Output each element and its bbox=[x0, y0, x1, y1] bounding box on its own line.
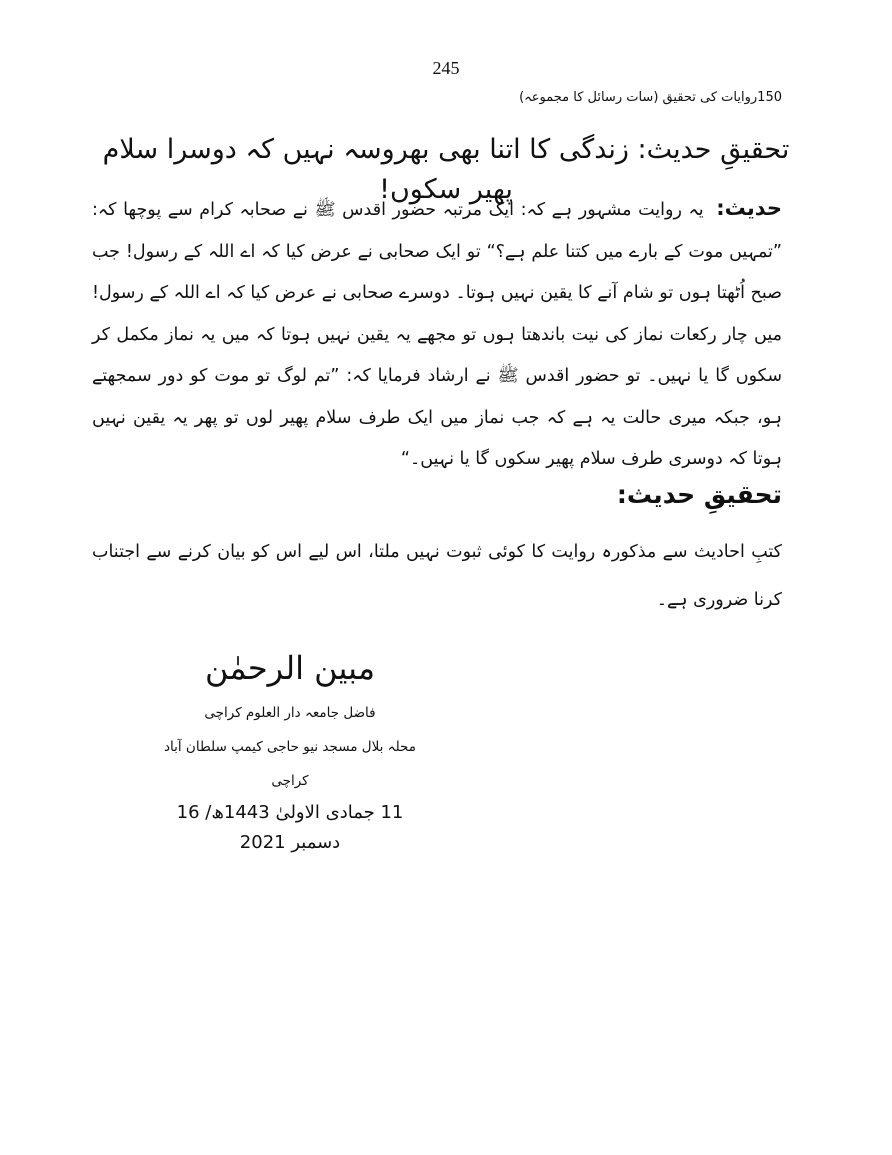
signature-block bbox=[160, 640, 420, 858]
author-address: محلہ بلال مسجد نیو حاجی کیمپ سلطان آباد کراچی bbox=[164, 739, 416, 789]
running-header: 150روایات کی تحقیق (سات رسائل کا مجموعہ) bbox=[519, 90, 782, 105]
hadith-label: حدیث: bbox=[716, 196, 782, 220]
author-affiliation: فاضل جامعہ دار العلوم کراچی bbox=[204, 705, 376, 721]
page-number: 245 bbox=[432, 58, 460, 78]
author-date: 11 جمادی الاولیٰ 1443ھ/ 16 دسمبر 2021 bbox=[176, 802, 404, 853]
conclusion-paragraph: کتبِ احادیث سے مذکورہ روایت کا کوئی ثبوت نہیں ملتا، اس لیے اس کو بیان کرنے سے اجتناب کرنا ضروری ہے۔ bbox=[92, 542, 782, 610]
hadith-paragraph bbox=[92, 188, 782, 481]
section-heading: تحقیقِ حدیث: bbox=[616, 480, 782, 509]
author-name: مبین الرحمٰن bbox=[205, 649, 375, 687]
hadith-text: یہ روایت مشہور ہے کہ: ایک مرتبہ حضور اقدس ﷺ نے صحابہ کرام سے پوچھا کہ: ”تمہیں موت کے بارے میں کتنا علم ہے؟“ تو ایک صحابی نے عرض کیا کہ اے اللہ کے رسول! جب صبح اُٹھتا ہوں تو شام آنے کا یقین نہیں ہوتا۔ دوسرے صحابی نے عرض کیا کہ اے اللہ کے رسول! میں چار رکعات نماز کی نیت باندھتا ہوں تو مجھے یہ یقین نہیں ہوتا کہ میں یہ نماز مکمل کر سکوں گا یا نہیں۔ تو حضور اقدس ﷺ نے ارشاد فرمایا کہ: ”تم لوگ تو موت کو دور سمجھتے ہو، جبکہ میری حالت یہ ہے کہ جب نماز میں ایک طرف سلام پھیر لوں تو پھر یہ یقین نہیں ہوتا کہ دوسری طرف سلام پھیر سکوں گا یا نہیں۔“ bbox=[92, 200, 782, 469]
article-title: تحقیقِ حدیث: زندگی کا اتنا بھی بھروسہ نہیں کہ دوسرا سلام پھیر سکوں! bbox=[102, 134, 790, 205]
